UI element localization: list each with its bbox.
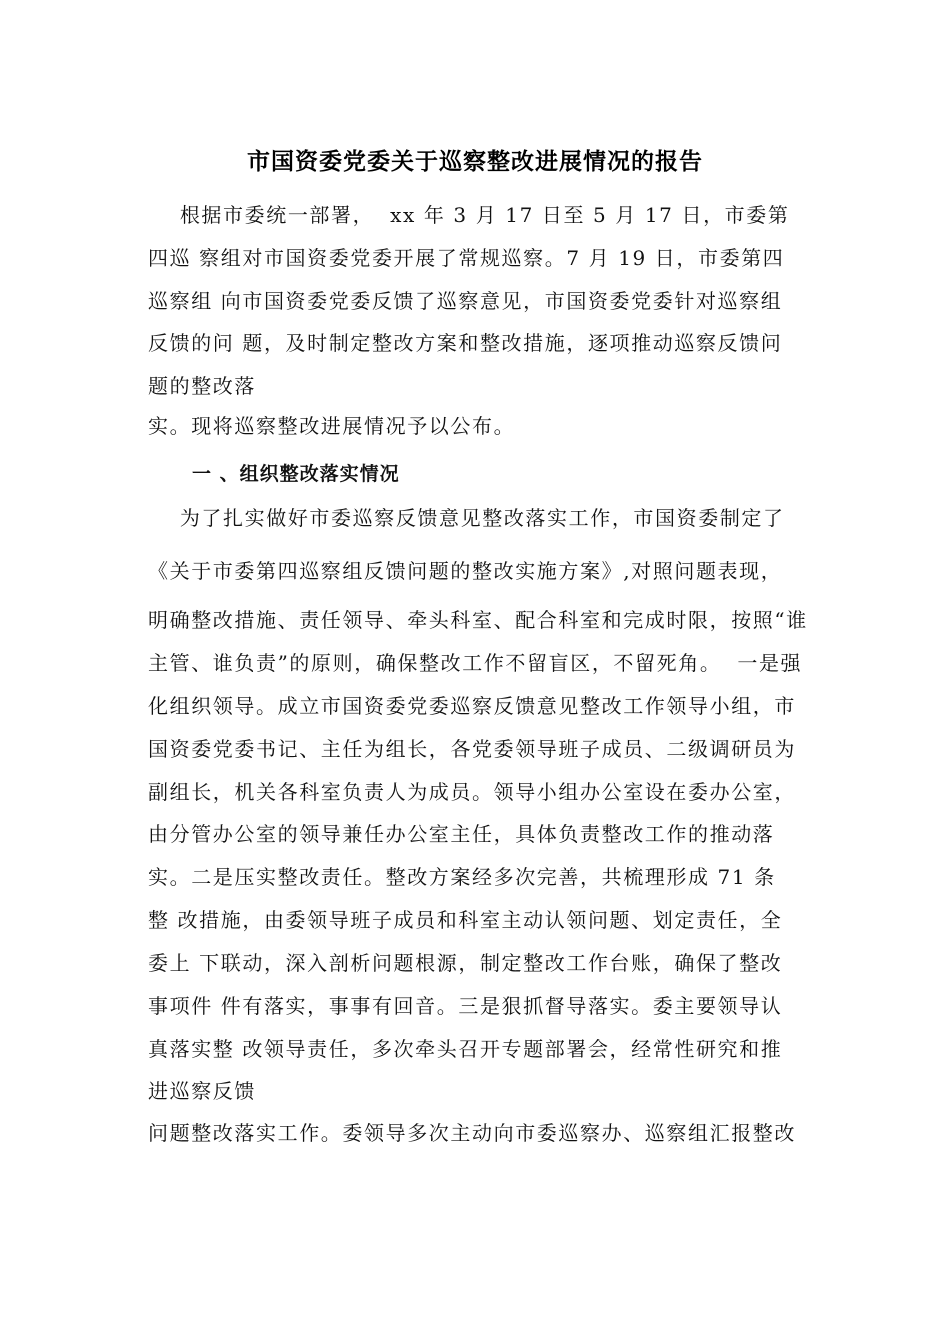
- paragraph-line: 根据市委统一部署， xx 年 3 月 17 日至 5 月 17 日，市委第: [148, 203, 790, 227]
- paragraph-line: 化组织领导。成立市国资委党委巡察反馈意见整改工作领导小组，市: [148, 694, 796, 718]
- paragraph-line: 四巡 察组对市国资委党委开展了常规巡察。7 月 19 日，市委第四: [148, 246, 785, 270]
- paragraph-line: 主管、谁负责”的原则，确保整改工作不留盲区，不留死角。 一是强: [148, 651, 803, 675]
- paragraph-line: 题的整改落: [148, 374, 256, 398]
- paragraph-line: 实。二是压实整改责任。整改方案经多次完善，共梳理形成 71 条: [148, 865, 776, 889]
- paragraph-line: 委上 下联动，深入剖析问题根源，制定整改工作台账，确保了整改: [148, 951, 783, 975]
- paragraph-line: 事项件 件有落实，事事有回音。三是狠抓督导落实。委主要领导认: [148, 994, 783, 1018]
- paragraph-line: 为了扎实做好市委巡察反馈意见整改落实工作，市国资委制定了: [148, 506, 785, 530]
- section-heading: 一 、组织整改落实情况: [192, 463, 400, 485]
- document-title: 市国资委党委关于巡察整改进展情况的报告: [247, 149, 703, 175]
- paragraph-line: 反馈的问 题，及时制定整改方案和整改措施，逐项推动巡察反馈问: [148, 331, 783, 355]
- paragraph-line: 《关于市委第四巡察组反馈问题的整改实施方案》,对照问题表现，: [148, 559, 783, 583]
- paragraph-line: 实。现将巡察整改进展情况予以公布。: [148, 414, 516, 438]
- paragraph-line: 明确整改措施、责任领导、牵头科室、配合科室和完成时限，按照“谁: [148, 608, 808, 632]
- paragraph-line: 由分管办公室的领导兼任办公室主任，具体负责整改工作的推动落: [148, 822, 775, 846]
- paragraph-line: 进巡察反馈: [148, 1079, 256, 1103]
- paragraph-line: 副组长，机关各科室负责人为成员。领导小组办公室设在委办公室，: [148, 780, 796, 804]
- paragraph-line: 问题整改落实工作。委领导多次主动向市委巡察办、巡察组汇报整改: [148, 1121, 796, 1145]
- paragraph-line: 国资委党委书记、主任为组长，各党委领导班子成员、二级调研员为: [148, 737, 796, 761]
- paragraph-line: 真落实整 改领导责任，多次牵头召开专题部署会，经常性研究和推: [148, 1037, 783, 1061]
- paragraph-line: 整 改措施，由委领导班子成员和科室主动认领问题、划定责任，全: [148, 908, 783, 932]
- paragraph-line: 巡察组 向市国资委党委反馈了巡察意见，市国资委党委针对巡察组: [148, 289, 783, 313]
